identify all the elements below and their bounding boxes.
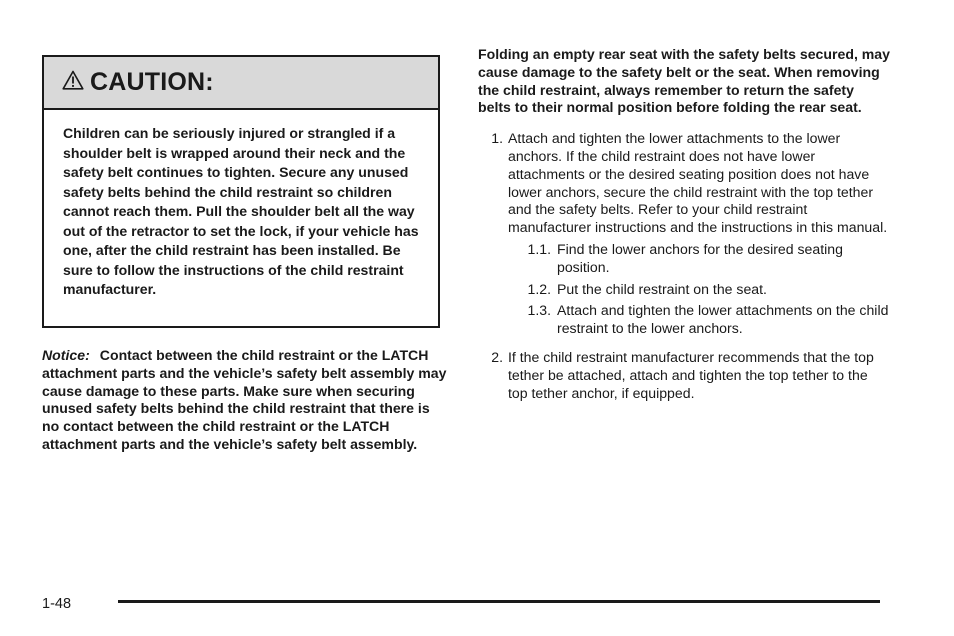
footer-divider [118, 600, 880, 603]
step-number: 1. [491, 130, 503, 147]
substep-text: Find the lower anchors for the desired seating position. [557, 240, 843, 275]
page-number: 1-48 [42, 596, 72, 612]
substep-text: Attach and tighten the lower attachments on the child restraint to the lower anchors. [557, 302, 889, 337]
folding-note: Folding an empty rear seat with the safety belts secured, may cause damage to the safety belt or the seat. When removing the child restraint, always remember to return the safety belts to their normal position before folding the rear seat. [478, 46, 890, 116]
caution-body [44, 110, 438, 300]
caution-text: Children can be seriously injured or strangled if a shoulder belt is wrapped around their neck and the safety belt continues to tighten. Secure any unused safety belts behind the child restraint so children cannot reach them. Pull the shoulder belt all the way out of the retractor to set the lock, if your vehicle has one, after the child restraint has been installed. Be sure to follow the instructions of the child restraint manufacturer. [63, 125, 419, 297]
step-text: If the child restraint manufacturer recommends that the top tether be attached, attach and tighten the top tether to the top tether anchor, if equipped. [508, 348, 874, 401]
substep-number: 1.1. [527, 240, 551, 257]
substep-number: 1.3. [527, 302, 551, 319]
instruction-steps [478, 130, 890, 402]
notice-label: Notice: [42, 347, 90, 363]
caution-title: CAUTION: [90, 68, 214, 96]
substep-list [478, 241, 890, 338]
step-2 [478, 349, 890, 402]
caution-header [44, 57, 438, 110]
notice-text: Contact between the child restraint or the LATCH attachment parts and the vehicle’s safety belt assembly may cause damage to these parts. Make sure when securing unused safety belts behind the child restraint that there is no contact between the child restraint or the LATCH attachment parts and the vehicle’s safety belt assembly. [42, 347, 447, 452]
substep-1-1 [478, 241, 890, 277]
warning-triangle-icon [62, 70, 90, 95]
notice-paragraph [42, 347, 450, 454]
right-column [478, 46, 890, 402]
substep-1-3 [478, 302, 890, 338]
step-1 [478, 130, 890, 237]
substep-number: 1.2. [527, 280, 551, 297]
step-number: 2. [491, 348, 503, 365]
caution-box [42, 55, 440, 328]
substep-text: Put the child restraint on the seat. [557, 280, 767, 297]
step-text: Attach and tighten the lower attachments to the lower anchors. If the child restraint does not have lower attachments or the desired seating position does not have lower anchors, secure the child restraint with the top tether and the safety belts. Refer to your child restraint manufacturer instructions and the instructions in this manual. [508, 130, 888, 236]
substep-1-2 [478, 281, 890, 299]
